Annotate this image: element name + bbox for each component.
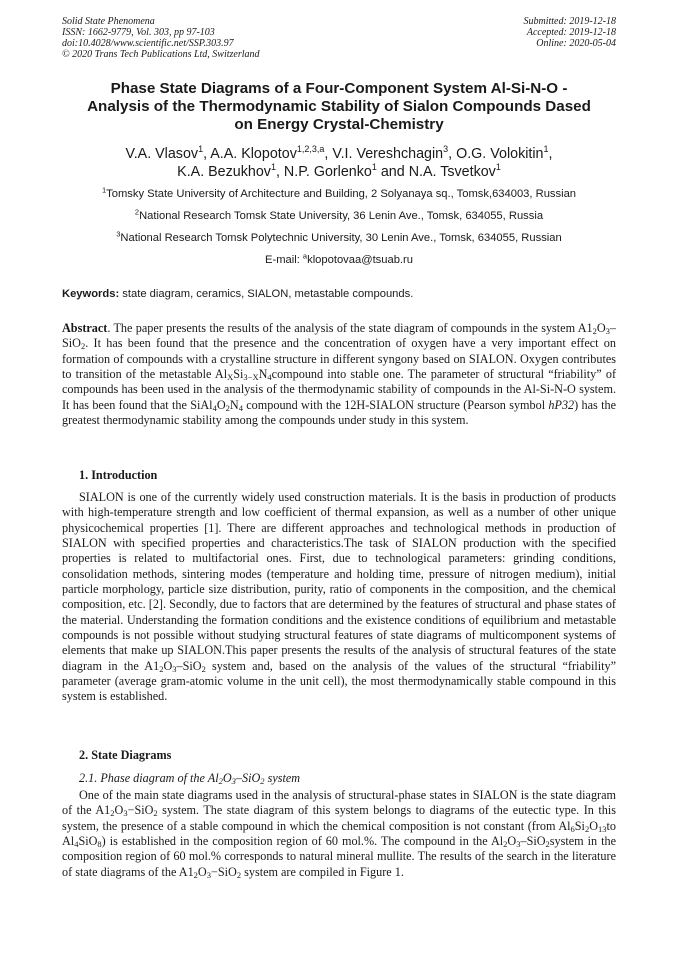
abstract-label: Abstract	[62, 321, 108, 335]
accepted-date: Accepted: 2019-12-18	[526, 27, 616, 38]
section-heading-state-diagrams: 2. State Diagrams	[79, 748, 172, 762]
journal-name: Solid State Phenomena	[62, 16, 155, 27]
journal-header	[62, 16, 260, 60]
pearson-symbol: hP32	[548, 397, 575, 412]
abstract: Abstract. The paper presents the results of the analysis of the state diagram of compounds in the system $A1_2O_3-SiO_2$. It has been found that the presence and the concentration of oxygen have a very important effect on formation of compounds with a crystalline structure in different syngony based on SIALON. Oxygen contributes to transition of the metastable $Al_XSi_{3-X}N_4compound$ into stable one. The parameter of structural “friability” of compounds has been used in the analysis of the thermodynamic stability of compounds in the Al-Si-N-O system. It has been found that the $SiAl_4O_2N_4$ compound with the 12H-SIALON structure (Pearson symbol hP32) has the greatest thermodynamic stability among the compounds under study in this system.	[62, 321, 617, 428]
journal-issn: ISSN: 1662-9779, Vol. 303, pp 97-103	[62, 27, 215, 38]
email-address[interactable]: klopotovaa@tsuab.ru	[307, 254, 413, 266]
introduction-paragraph: SIALON is one of the currently widely used construction materials. It is the basis in production of products with high-temperature strength and low coefficient of thermal expansion, as well as a number of other unique physicochemical properties [1]. There are different approaches and technological methods in production of SIALON with specified properties and characteristics.The task of SIALON production with the specified properties is related to multifactorial ones. First, due to technological parameters: grinding conditions, consolidation methods, sintering modes (temperature and holding time, pressure of nitrogen medium), initial particle morphology, particle size distribution, purity, ratio of components in the composition, and the chemical composition, etc. [2]. Secondly, due to factors that are determined by the features of structural and phase states of the material. Understanding the formation conditions and the existence conditions of equilibrium and metastable compounds is not possible without studying structural features of state diagrams of multicomponent systems of elements that make up SIALON.This paper presents the results of the analysis of structural features of the state diagram in the $A1_2O_3-SiO_2$ system and, based on the analysis of the values of the structural “friability” parameter (average gram-atomic volume in the unit cell), the most thermodynamically stable compound in this system is established.	[62, 490, 616, 704]
author-list: V.A. Vlasov$^1$, A.A. Klopotov$^{1,2,3,a}$, V.I. Vereshchagin$^3$, O.G. Volokitin$^1$, K.A. Bezukhov$^1$, N.P. Gorlenko$^1$ and N.A. Tsvetkov$^1$	[125, 144, 553, 180]
subsection-heading: 2.1. Phase diagram of the $Al_2O_3-SiO_2$ system	[79, 771, 301, 786]
author: A.A. Klopotov	[210, 146, 297, 162]
author: V.I. Vereshchagin	[332, 146, 444, 162]
journal-copyright: © 2020 Trans Tech Publications Ltd, Switzerland	[62, 49, 260, 60]
section-heading-introduction: 1. Introduction	[79, 468, 158, 482]
submitted-date: Submitted: 2019-12-18	[523, 16, 616, 27]
author: K.A. Bezukhov	[177, 164, 271, 180]
dates-header	[524, 16, 617, 49]
author: O.G. Volokitin	[456, 146, 544, 162]
keywords: Keywords: state diagram, ceramics, SIALON, metastable compounds.	[62, 288, 414, 300]
paper-title: Phase State Diagrams of a Four-Component System Al-Si-N-O - Analysis of the Thermodynamic Stability of Sialon Compounds Dased on Energy Crystal-Chemistry	[87, 80, 591, 133]
author: N.P. Gorlenko	[283, 164, 372, 180]
contact-email: E-mail: $^a$klopotovaa@tsuab.ru	[265, 251, 413, 266]
affiliation: $^1$Tomsky State University of Architecture and Building, 2 Solyanaya sq., Tomsk,634003, Russian	[101, 185, 577, 200]
state-diagrams-paragraph: One of the main state diagrams used in the analysis of structural-phase states in SIALON is the state diagram of the $A1_2O_3-SiO_2$ system. The state diagram of this system belongs to diagrams of the eutectic type. In this system, the presence of a stable compound in which the chemical composition is not constant (from $Al_6Si_2O_{13}to$ $Al_4SiO_8$) is established in the composition region of 60 mol.%. The compound in the $Al_2O_3-SiO_2system$ in the composition region of 60 mol.% corresponds to natural mineral mullite. The results of the search in the literature of state diagrams of the $A1_2O_3-SiO_2$ system are compiled in Figure 1.	[62, 788, 616, 880]
affiliation: $^3$National Research Tomsk Polytechnic University, 30 Lenin Ave., Tomsk, 634055, Russian	[116, 229, 562, 244]
author: V.A. Vlasov	[125, 146, 199, 162]
affiliation: $^2$National Research Tomsk State University, 36 Lenin Ave., Tomsk, 634055, Russia	[134, 207, 544, 222]
author: N.A. Tsvetkov	[408, 164, 496, 180]
journal-doi: doi:10.4028/www.scientific.net/SSP.303.97	[62, 38, 234, 49]
online-date: Online: 2020-05-04	[536, 38, 616, 49]
